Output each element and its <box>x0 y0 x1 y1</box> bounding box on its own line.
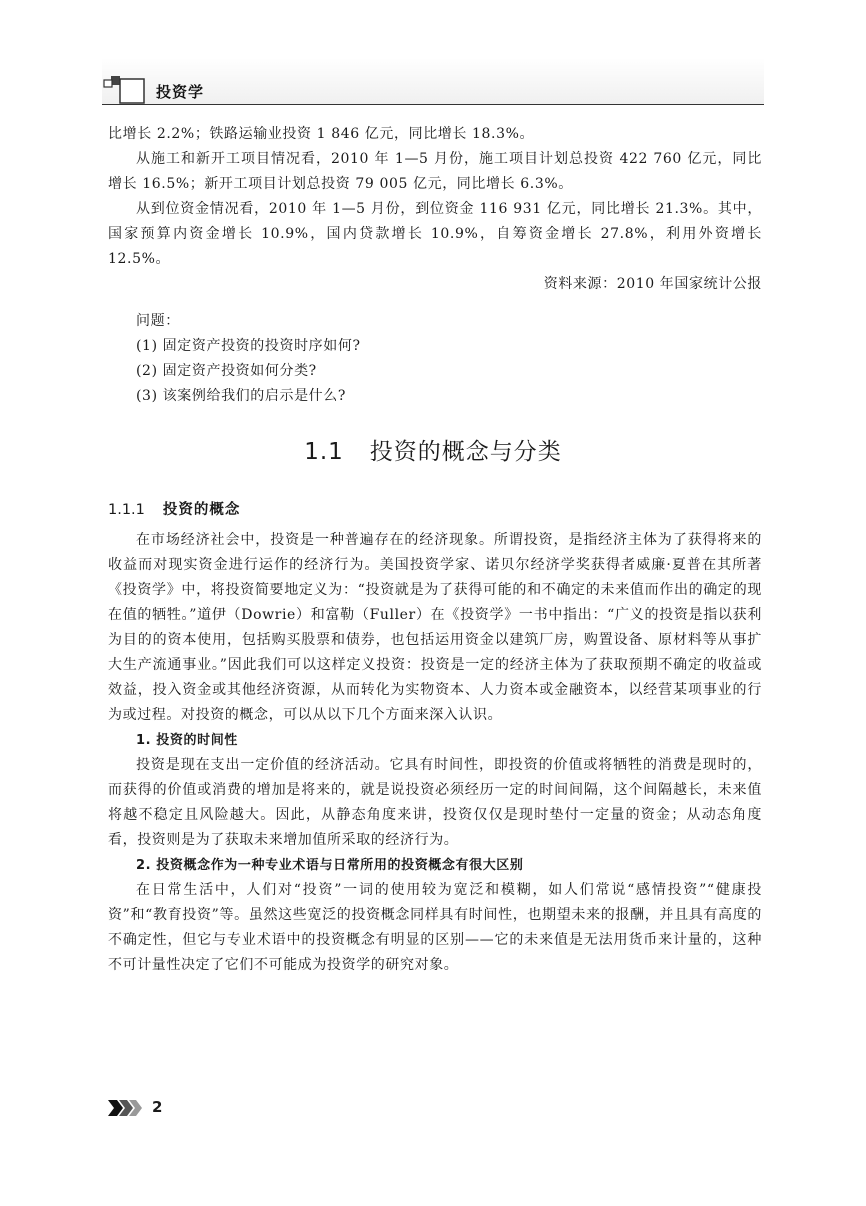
section-title: 投资的概念与分类 <box>369 439 562 465</box>
section-number: 1.1 <box>304 439 344 465</box>
questions-label: 问题： <box>136 313 180 329</box>
page-arrows-icon <box>108 1100 144 1116</box>
question-item: (2) 固定资产投资如何分类? <box>136 363 317 379</box>
body-text <box>108 528 762 978</box>
question-item: (1) 固定资产投资的投资时序如何? <box>136 338 361 354</box>
subsection-number: 1.1.1 <box>108 502 145 518</box>
point-heading: 1. 投资的时间性 <box>136 733 238 748</box>
header-logo-icon <box>102 67 150 105</box>
case-text <box>108 122 762 297</box>
case-paragraph: 从到位资金情况看，2010 年 1—5 月份，到位资金 116 931 亿元，同比增长 21.3%。其中，国家预算内资金增长 10.9%，国内贷款增长 10.9%，自筹资金增长 27.8%，利用外资增长 12.5%。 <box>108 201 762 267</box>
questions <box>108 309 762 409</box>
body-paragraph: 在市场经济社会中，投资是一种普遍存在的经济现象。所谓投资，是指经济主体为了获得将来的收益而对现实资金进行运作的经济行为。美国投资学家、诺贝尔经济学奖获得者威廉·夏普在其所著《投资学》中，将投资简要地定义为：“投资就是为了获得可能的和不确定的未来值而作出的确定的现在值的牺牲。”道伊（Dowrie）和富勒（Fuller）在《投资学》一书中指出：“广义的投资是指以获利为目的的资本使用，包括购买股票和债券，也包括运用资金以建筑厂房，购置设备、原材料等从事扩大生产流通事业。”因此我们可以这样定义投资：投资是一定的经济主体为了获取预期不确定的收益或效益，投入资金或其他经济资源，从而转化为实物资本、人力资本或金融资本，以经营某项事业的行为或过程。对投资的概念，可以从以下几个方面来深入认识。 <box>108 532 762 723</box>
subsection-title: 投资的概念 <box>162 502 241 518</box>
page-number: 2 <box>152 1098 163 1116</box>
running-header-title: 投资学 <box>156 83 205 101</box>
case-line: 比增长 2.2%；铁路运输业投资 1 846 亿元，同比增长 18.3%。 <box>108 126 535 142</box>
body-paragraph: 在日常生活中，人们对“投资”一词的使用较为宽泛和模糊，如人们常说“感情投资”“健康投资”和“教育投资”等。虽然这些宽泛的投资概念同样具有时间性，也期望未来的报酬，并且具有高度的不确定性，但它与专业术语中的投资概念有明显的区别——它的未来值是无法用货币来计量的，这种不可计量性决定了它们不可能成为投资学的研究对象。 <box>108 882 762 973</box>
body-paragraph: 投资是现在支出一定价值的经济活动。它具有时间性，即投资的价值或将牺牲的消费是现时的，而获得的价值或消费的增加是将来的，就是说投资必须经历一定的时间间隔，这个间隔越长，未来值将越不稳定且风险越大。因此，从静态角度来讲，投资仅仅是现时垫付一定量的资金；从动态角度看，投资则是为了获取未来增加值所采取的经济行为。 <box>108 757 762 848</box>
point-heading: 2. 投资概念作为一种专业术语与日常所用的投资概念有很大区别 <box>136 858 524 873</box>
case-paragraph: 从施工和新开工项目情况看，2010 年 1—5 月份，施工项目计划总投资 422 760 亿元，同比增长 16.5%；新开工项目计划总投资 79 005 亿元，同比增长 6.3%。 <box>108 151 762 192</box>
section-heading <box>0 436 866 468</box>
header-rule <box>102 104 764 105</box>
subsection-heading <box>108 498 240 522</box>
source-note: 资料来源：2010 年国家统计公报 <box>543 276 762 292</box>
question-item: (3) 该案例给我们的启示是什么? <box>136 388 346 404</box>
